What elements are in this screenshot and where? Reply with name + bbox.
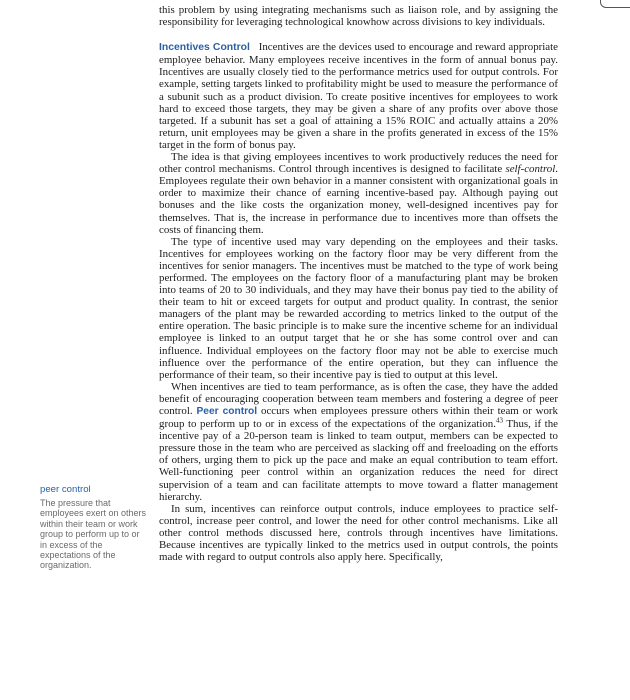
section-heading: Incentives Control: [159, 42, 250, 54]
paragraph-intro: this problem by using integrating mechanisms such as liaison role, and by assigning the responsibility for leveraging technological knowhow across divisions to key individuals.: [159, 4, 558, 29]
page-corner-mark: [600, 0, 630, 8]
paragraph-incentives-1: [159, 41, 558, 151]
paragraph-incentives-2: [159, 151, 558, 236]
body-text-column: [159, 4, 558, 563]
paragraph-incentives-5: In sum, incentives can reinforce output controls, induce employees to practice self-control, increase peer control, and lower the need for other control mechanisms. Like all other control methods discussed here, controls through incentives have limitations. Because incentives are typically linked to the metrics used in output controls, the points made with regard to output controls also apply here. Specifically,: [159, 502, 558, 564]
key-term-peer-control: Peer control: [196, 406, 258, 417]
footnote-marker: 43: [495, 416, 503, 425]
paragraph-2-text-a: The idea is that giving employees incentives to work productively reduces the need for other control mechanisms. Control through incentives is designed to facilitate: [159, 151, 558, 176]
paragraph-2-text-b: . Employees regulate their own behavior in a manner consistent with organizational goals in order to maximize their chance of earning incentive-based pay. Although paying out bonuses and the like costs the organization money, well-designed incentives pay for themselves. That is, the increase in performance due to incentives more than offsets the costs of financing them.: [159, 163, 558, 236]
margin-term: peer control: [40, 484, 91, 495]
paragraph-4-text-a: When incentives are tied to team performance, as is often the case, they have the added benefit of encouraging cooperation between team members and fostering a degree of peer control.: [159, 380, 558, 417]
paragraph-incentives-4: [159, 381, 558, 503]
margin-definition: [40, 484, 148, 571]
paragraph-incentives-3: The type of incentive used may vary depending on the employees and their tasks. Incentives for employees working on the factory floor may be very different from the incentives for senior managers. The incentives must be matched to the type of work being performed. The employees on the factory floor of a manufacturing plant may be broken into teams of 20 to 30 individuals, and they may have their bonus pay tied to the ability of their team to hit or exceed targets for output and product quality. In contrast, the senior managers of the plant may be rewarded according to metrics linked to the output of the entire operation. The basic principle is to make sure the incentive scheme for an individual employee is linked to an output target that he or she has some control over and can influence. Individual employees on the factory floor may not be able to exercise much influence over the performance of the entire operation, but they can influence the performance of their team, so their incentive pay is tied to output at this level.: [159, 235, 558, 381]
paragraph-4-text-c: Thus, if the incentive pay of a 20-person team is linked to team output, members can be expected to pressure those in the team who are perceived as slacking off and freeloading on the efforts of others, urging them to pick up the pace and make an equal contribution to team effort. Well-functioning peer control within an organization reduces the need for direct supervision of a team and can facilitate attempts to move toward a flatter management hierarchy.: [159, 418, 558, 503]
paragraph-incentives-1-text: Incentives are the devices used to encourage and reward appropriate employee behavior. Many employees receive incentives in the form of annual bonus pay. Incentives are usually closely tied to the performance metrics used for output controls. For example, setting targets linked to profitability might be used to measure the performance of a subunit such as a product division. To create positive incentives for employees to work hard to exceed those targets, they may be given a share of any profits over above those targeted. If a subunit has set a goal of attaining a 15% ROIC and actually attains a 20% return, unit employees may be given a share in the profits generated in excess of the 15% target in the form of bonus pay.: [159, 41, 559, 151]
italic-term-self-control: self-control: [505, 163, 556, 176]
margin-definition-text: The pressure that employees exert on others within their team or work group to perform up to or in excess of the expectations of the organization.: [40, 498, 147, 571]
paragraph-4-text-b: occurs when employees pressure others within their team or work group to perform up to or in excess of the expectations of the organization.: [159, 405, 559, 431]
